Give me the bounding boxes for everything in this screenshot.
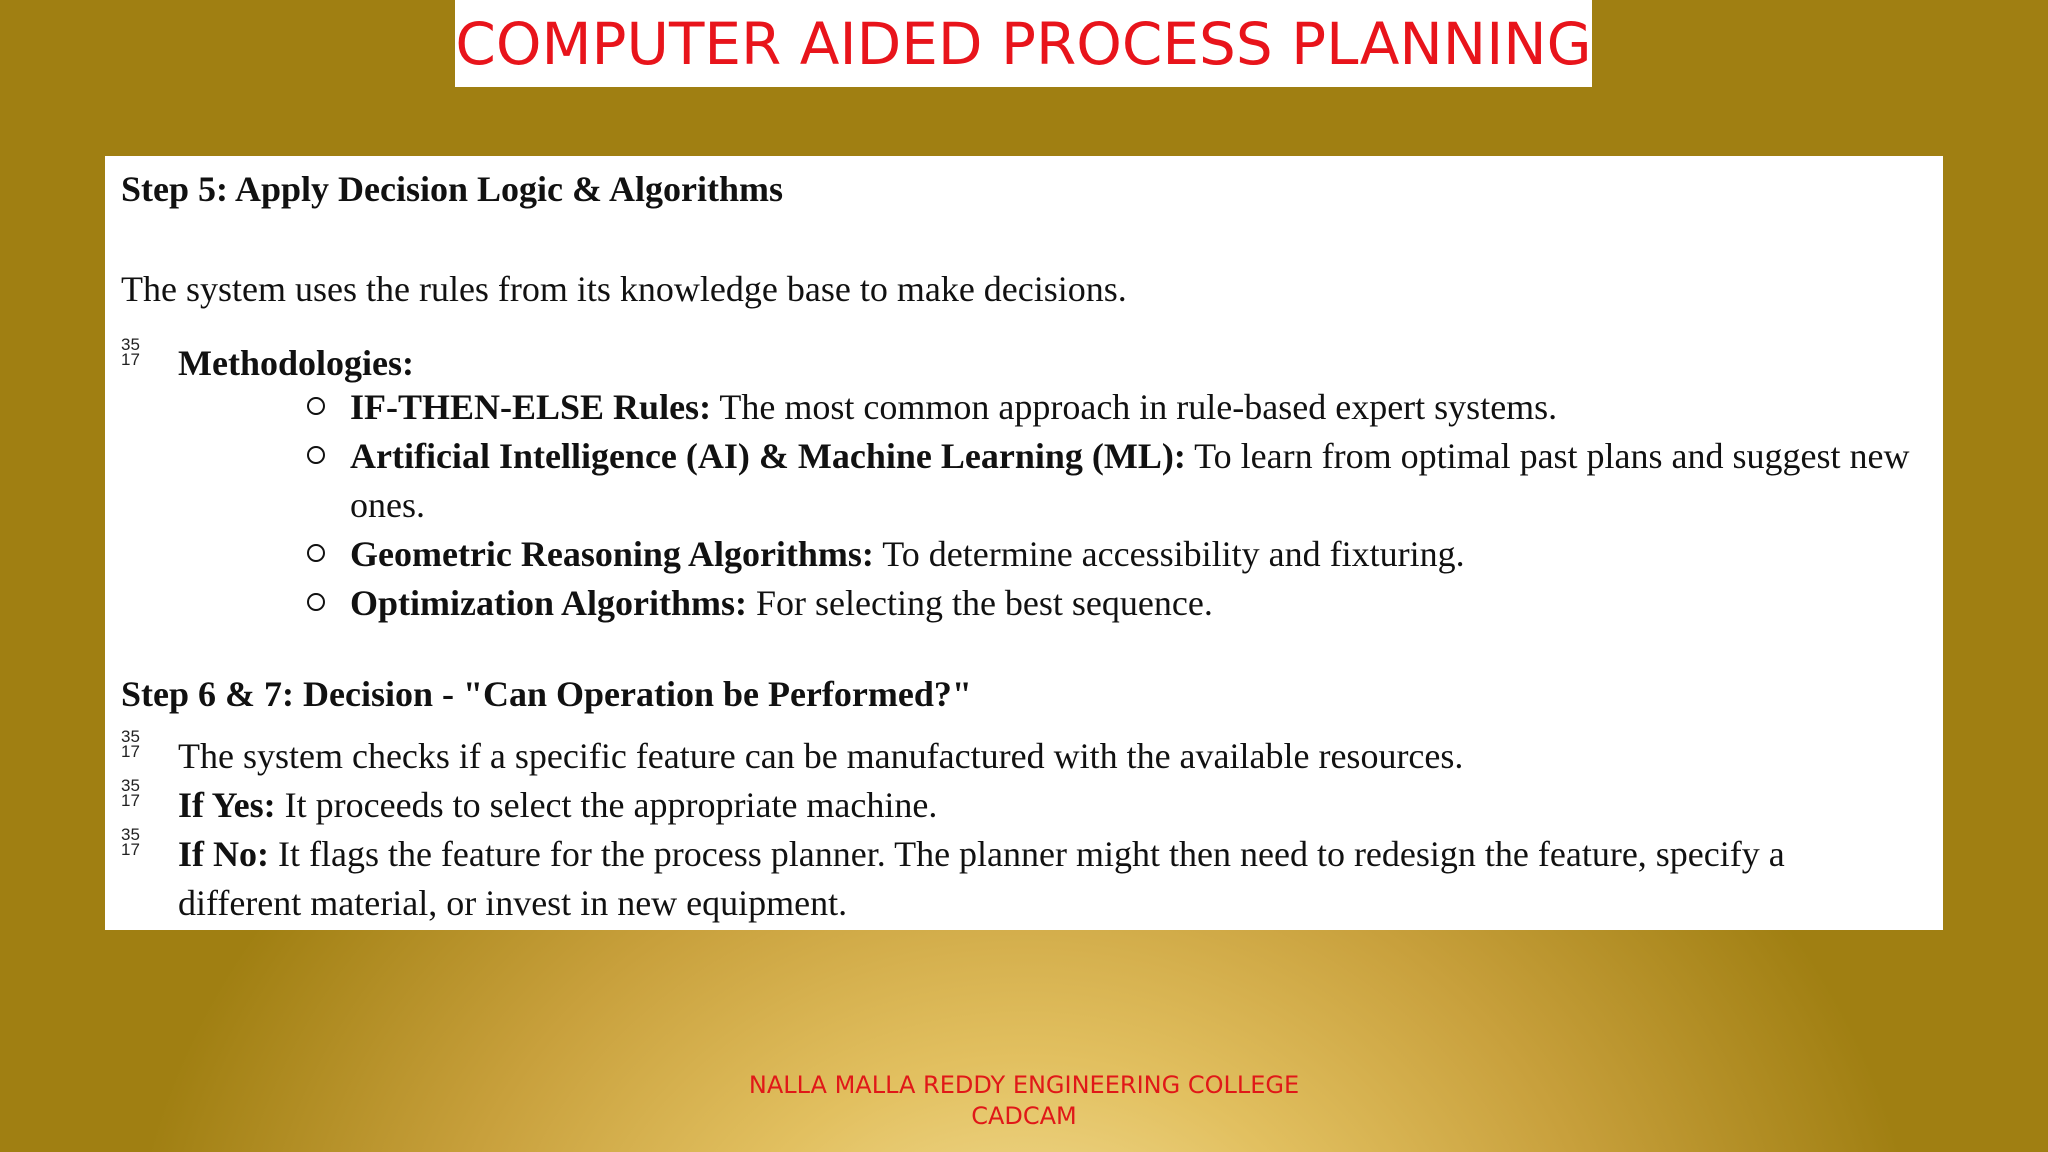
step67-item [178,836,1785,872]
marker-bottom: 17 [121,742,140,761]
step5-heading: Step 5: Apply Decision Logic & Algorithms [121,169,784,209]
list-marker-icon [121,827,151,857]
marker-bottom: 17 [121,791,140,810]
content-panel [105,156,1943,930]
list-marker-icon [121,729,151,759]
bullet-term: Geometric Reasoning Algorithms: [350,534,874,574]
step67-item [178,787,937,823]
circle-bullet-icon [307,397,325,415]
bullet-text: For selecting the best sequence. [746,583,1213,623]
step67-heading: Step 6 & 7: Decision - "Can Operation be Performed?" [121,674,972,714]
item-term: If Yes: [178,785,276,825]
bullet-term: Optimization Algorithms: [350,583,747,623]
item-text: The system checks if a specific feature can be manufactured with the available resources. [178,736,1464,776]
footer-college-name: NALLA MALLA REDDY ENGINEERING COLLEGE [748,1071,1300,1099]
marker-top: 35 [121,825,140,844]
list-marker-icon [121,337,151,367]
marker-top: 35 [121,335,140,354]
item-text: It flags the feature for the process planner. The planner might then need to redesign the feature, specify a [268,834,1785,874]
item-text: It proceeds to select the appropriate machine. [275,785,938,825]
list-marker-icon [121,778,151,808]
marker-bottom: 17 [121,350,140,369]
bullet-term: IF-THEN-ELSE Rules: [350,387,712,427]
bullet-continuation: ones. [350,485,425,525]
circle-bullet-icon [307,593,325,611]
circle-bullet-icon [307,544,325,562]
bullet-text: To learn from optimal past plans and suggest new [1185,436,1910,476]
marker-top: 35 [121,776,140,795]
marker-top: 35 [121,727,140,746]
bullet-text: To determine accessibility and fixturing. [873,534,1465,574]
bullet-term: Artificial Intelligence (AI) & Machine Learning (ML): [350,436,1186,476]
marker-bottom: 17 [121,840,140,859]
slide-title: COMPUTER AIDED PROCESS PLANNING [455,9,1592,78]
methodologies-label: Methodologies: [178,343,414,383]
title-banner [455,0,1592,87]
bullet-text: The most common approach in rule-based expert systems. [711,387,1558,427]
step5-intro: The system uses the rules from its knowledge base to make decisions. [121,269,1127,309]
step67-item-continuation: different material, or invest in new equipment. [178,883,848,923]
item-term: If No: [178,834,269,874]
step67-item [178,738,1463,774]
circle-bullet-icon [307,446,325,464]
footer-subject: CADCAM [971,1102,1077,1130]
